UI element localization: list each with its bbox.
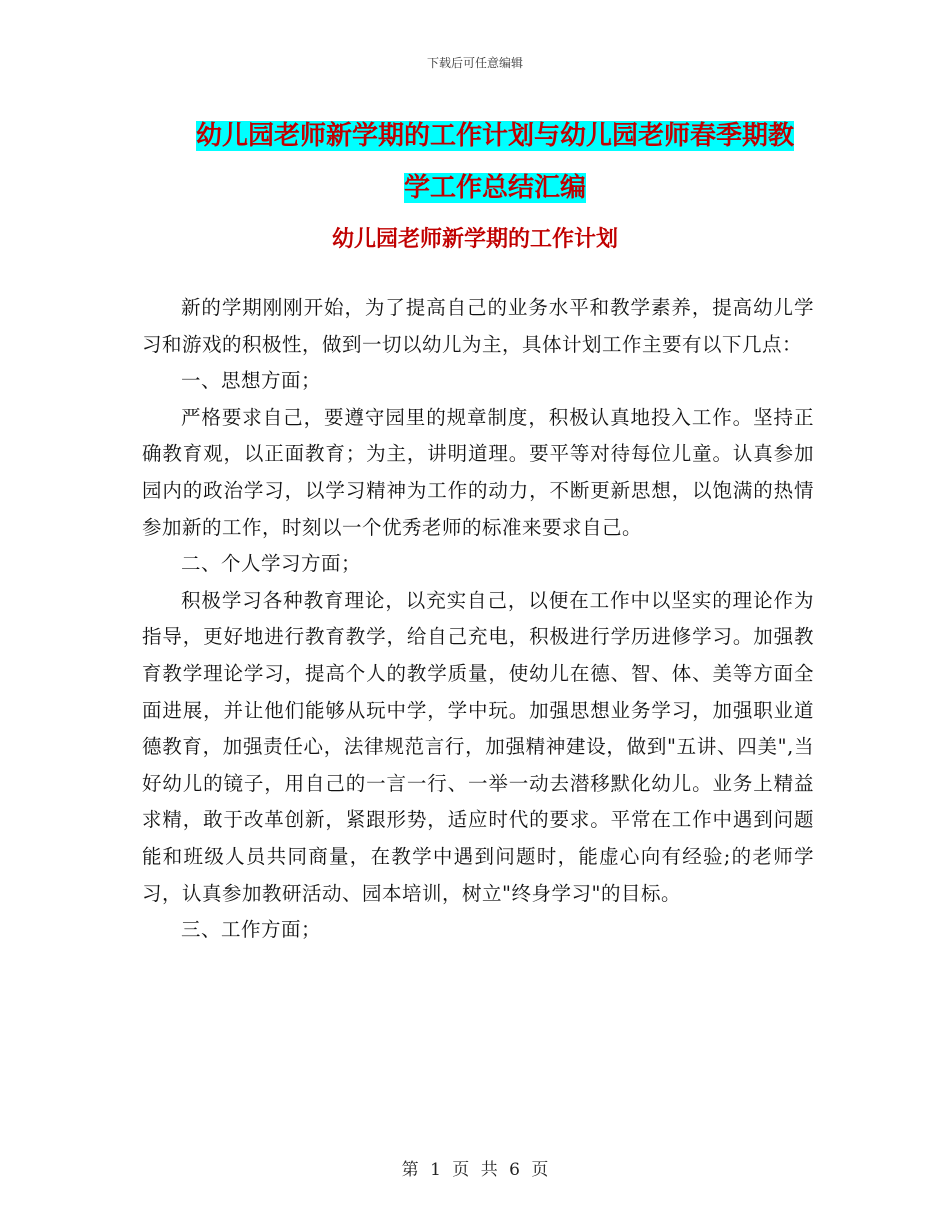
heading-personal-study: 二、个人学习方面； <box>181 552 362 576</box>
header-note: 下载后可任意编辑 <box>426 56 523 70</box>
body-text <box>142 290 814 949</box>
page-footer: 第 1 页 共 6 页 <box>401 1160 549 1180</box>
document-title-line-1: 幼儿园老师新学期的工作计划与幼儿园老师春季期教 <box>195 121 794 151</box>
document-title <box>140 110 850 214</box>
document-title-line-2: 学工作总结汇编 <box>403 173 586 203</box>
heading-work: 三、工作方面； <box>181 918 322 942</box>
heading-thought: 一、思想方面； <box>181 369 322 393</box>
section-title: 幼儿园老师新学期的工作计划 <box>331 226 618 252</box>
paragraph-thought: 严格要求自己，要遵守园里的规章制度，积极认真地投入工作。坚持正确教育观，以正面教育；为主，讲明道理。要平等对待每位儿童。认真参加园内的政治学习，以学习精神为工作的动力，不断更新思想，以饱满的热情参加新的工作，时刻以一个优秀老师的标准来要求自己。 <box>142 405 814 539</box>
paragraph-intro: 新的学期刚刚开始，为了提高自己的业务水平和教学素养，提高幼儿学习和游戏的积极性，做到一切以幼儿为主，具体计划工作主要有以下几点： <box>142 296 814 356</box>
paragraph-personal-study: 积极学习各种教育理论，以充实自己，以便在工作中以坚实的理论作为指导，更好地进行教育教学，给自己充电，积极进行学历进修学习。加强教育教学理论学习，提高个人的教学质量，使幼儿在德、智、体、美等方面全面进展，并让他们能够从玩中学，学中玩。加强思想业务学习，加强职业道德教育，加强责任心，法律规范言行，加强精神建设，做到"五讲、四美",当好幼儿的镜子，用自己的一言一行、一举一动去潜移默化幼儿。业务上精益求精，敢于改革创新，紧跟形势，适应时代的要求。平常在工作中遇到问题能和班级人员共同商量，在教学中遇到问题时，能虚心向有经验;的老师学习，认真参加教研活动、园本培训，树立"终身学习"的目标。 <box>142 588 814 905</box>
